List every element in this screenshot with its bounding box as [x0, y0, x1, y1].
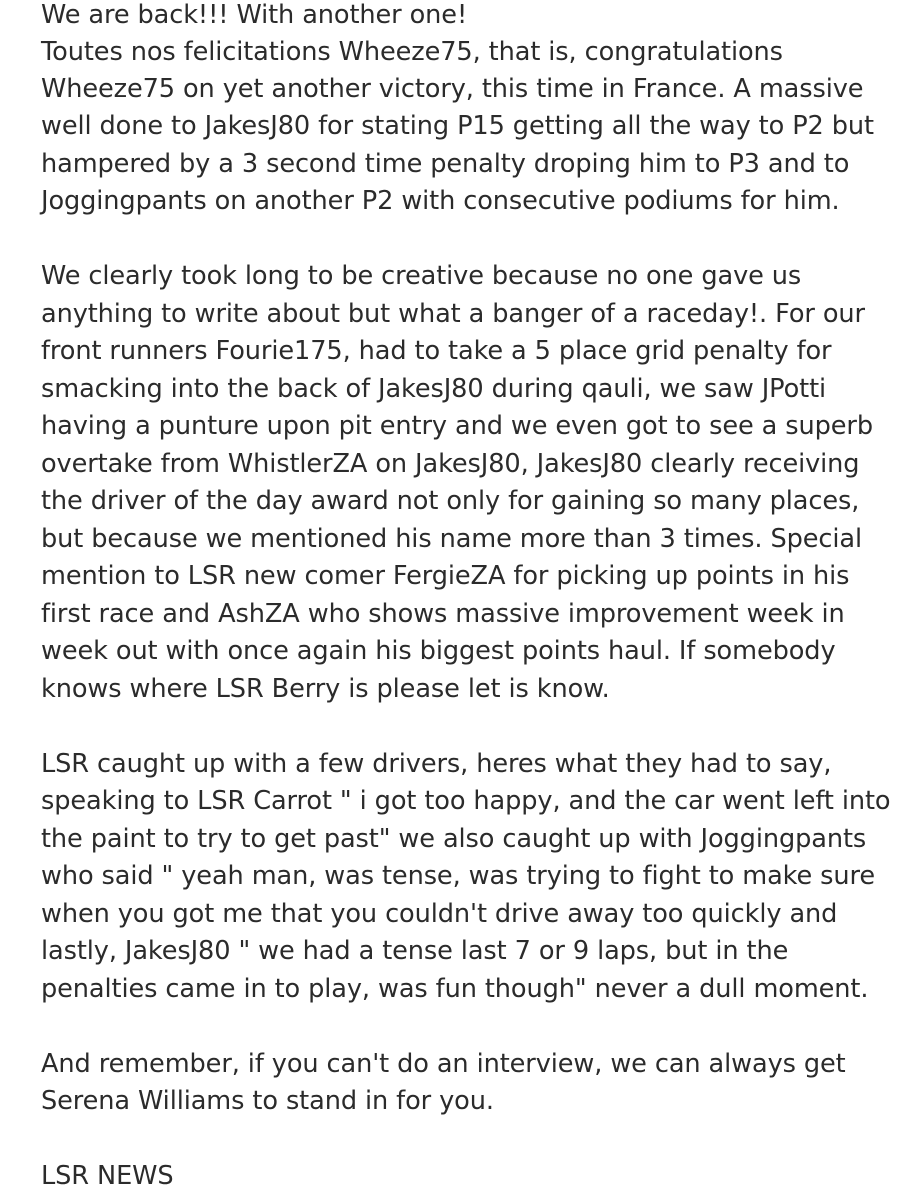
text-line: well done to JakesJ80 for stating P15 getting all the way to P2 but	[41, 111, 874, 141]
text-line: Toutes nos felicitations Wheeze75, that is, congratulations	[41, 37, 783, 67]
text-line: week out with once again his biggest points haul. If somebody	[41, 636, 836, 666]
text-line: Wheeze75 on yet another victory, this time in France. A massive	[41, 74, 864, 104]
text-line: hampered by a 3 second time penalty droping him to P3 and to	[41, 149, 850, 179]
text-line: Serena Williams to stand in for you.	[41, 1086, 494, 1116]
text-line: front runners Fourie175, had to take a 5 place grid penalty for	[41, 336, 832, 366]
text-line: the paint to try to get past" we also caught up with Joggingpants	[41, 824, 867, 854]
text-line: We clearly took long to be creative because no one gave us	[41, 261, 802, 291]
text-line: having a punture upon pit entry and we even got to see a superb	[41, 411, 873, 441]
text-line: And remember, if you can't do an interview, we can always get	[41, 1049, 846, 1079]
text-line: anything to write about but what a banger of a raceday!. For our	[41, 299, 865, 329]
text-line: smacking into the back of JakesJ80 during qauli, we saw JPotti	[41, 374, 827, 404]
text-line: who said " yeah man, was tense, was trying to fight to make sure	[41, 861, 876, 891]
text-line: overtake from WhistlerZA on JakesJ80, JakesJ80 clearly receiving	[41, 449, 860, 479]
text-line: LSR caught up with a few drivers, heres what they had to say,	[41, 749, 832, 779]
signature: LSR NEWS	[41, 1161, 174, 1191]
text-line: the driver of the day award not only for gaining so many places,	[41, 486, 860, 516]
text-line: first race and AshZA who shows massive improvement week in	[41, 599, 845, 629]
text-line: but because we mentioned his name more than 3 times. Special	[41, 524, 862, 554]
text-line: speaking to LSR Carrot " i got too happy, and the car went left into	[41, 786, 891, 816]
text-line: penalties came in to play, was fun though" never a dull moment.	[41, 974, 869, 1004]
text-line: knows where LSR Berry is please let is know.	[41, 674, 610, 704]
text-line: mention to LSR new comer FergieZA for picking up points in his	[41, 561, 850, 591]
text-line: Joggingpants on another P2 with consecutive podiums for him.	[41, 186, 840, 216]
text-line: lastly, JakesJ80 " we had a tense last 7 or 9 laps, but in the	[41, 936, 789, 966]
text-line: We are back!!! With another one!	[41, 0, 468, 30]
text-line: when you got me that you couldn't drive away too quickly and	[41, 899, 838, 929]
